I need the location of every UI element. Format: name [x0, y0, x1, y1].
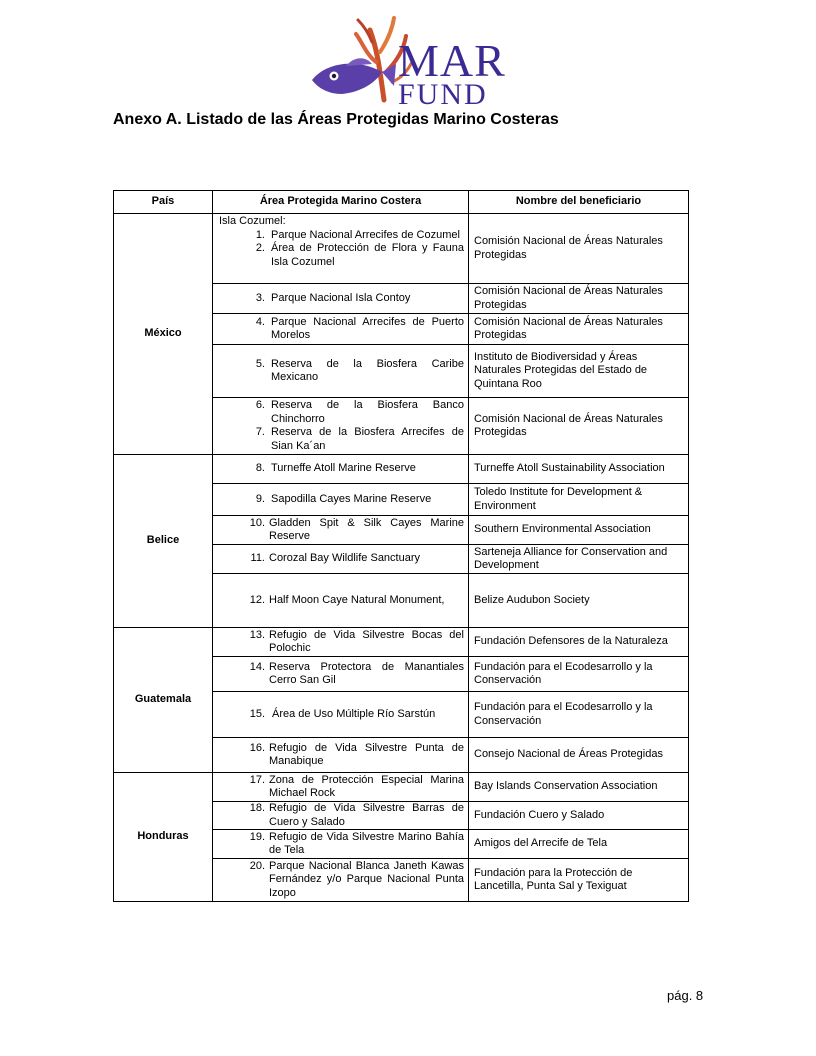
beneficiary-cell: Turneffe Atoll Sustainability Association: [469, 455, 689, 484]
area-cell: [213, 657, 469, 692]
beneficiary-cell: Fundación Cuero y Salado: [469, 802, 689, 830]
list-item: 2. Área de Protección de Flora y Fauna Isla Cozumel: [255, 242, 464, 268]
list-item: 7. Reserva de la Biosfera Arrecifes de Sian Ka´an: [255, 426, 464, 452]
list-item: 6. Reserva de la Biosfera Banco Chinchorro: [255, 399, 464, 425]
table-header-row: [114, 191, 689, 214]
country-cell: Honduras: [114, 773, 213, 902]
area-cell: [213, 314, 469, 345]
area-cell: [213, 574, 469, 628]
area-cell: [213, 398, 469, 455]
beneficiary-cell: Comisión Nacional de Áreas Naturales Protegidas: [469, 398, 689, 455]
area-cell: [213, 516, 469, 545]
area-cell: [213, 214, 469, 284]
list-item: 11. Corozal Bay Wildlife Sanctuary: [250, 552, 421, 565]
logo-wordmark-fund: FUND: [398, 78, 488, 111]
beneficiary-cell: Fundación para el Ecodesarrollo y la Conservación: [469, 692, 689, 738]
beneficiary-cell: Sarteneja Alliance for Conservation and Development: [469, 545, 689, 574]
area-cell: [213, 859, 469, 902]
area-cell: [213, 284, 469, 314]
beneficiary-cell: Comisión Nacional de Áreas Naturales Protegidas: [469, 214, 689, 284]
list-item: 8. Turneffe Atoll Marine Reserve: [255, 462, 416, 475]
list-item: 20. Parque Nacional Blanca Janeth Kawas Fernández y/o Parque Nacional Punta Izopo: [249, 859, 464, 899]
country-cell: Belice: [114, 455, 213, 628]
list-item: 14. Reserva Protectora de Manantiales Cerro San Gil: [249, 660, 464, 686]
beneficiary-cell: Southern Environmental Association: [469, 516, 689, 545]
list-item: 18. Refugio de Vida Silvestre Barras de Cuero y Salado: [249, 802, 464, 828]
beneficiary-cell: Fundación para la Protección de Lancetilla, Punta Sal y Texiguat: [469, 859, 689, 902]
area-cell: [213, 628, 469, 657]
beneficiary-cell: Fundación Defensores de la Naturaleza: [469, 628, 689, 657]
protected-areas-table: [113, 190, 689, 902]
list-item: 10. Gladden Spit & Silk Cayes Marine Reserve: [249, 516, 464, 542]
area-cell: [213, 484, 469, 516]
area-cell: [213, 802, 469, 830]
area-cell: [213, 455, 469, 484]
header-country: País: [114, 191, 213, 214]
header-beneficiary: Nombre del beneficiario: [469, 191, 689, 214]
list-item: 12. Half Moon Caye Natural Monument,: [249, 593, 445, 606]
document-title: Anexo A. Listado de las Áreas Protegidas Marino Costeras: [113, 111, 559, 128]
area-cell: [213, 773, 469, 802]
list-item: 16. Refugio de Vida Silvestre Punta de Manabique: [249, 741, 464, 767]
beneficiary-cell: Belize Audubon Society: [469, 574, 689, 628]
list-item: 13. Refugio de Vida Silvestre Bocas del Polochic: [249, 628, 464, 654]
country-cell: México: [114, 214, 213, 455]
list-item: 17. Zona de Protección Especial Marina Michael Rock: [249, 773, 464, 799]
page-number: pág. 8: [667, 988, 704, 1003]
list-item: 3. Parque Nacional Isla Contoy: [255, 291, 411, 304]
beneficiary-cell: Bay Islands Conservation Association: [469, 773, 689, 802]
beneficiary-cell: Comisión Nacional de Áreas Naturales Protegidas: [469, 314, 689, 345]
beneficiary-cell: Comisión Nacional de Áreas Naturales Protegidas: [469, 284, 689, 314]
area-cell: [213, 545, 469, 574]
list-item: 1. Parque Nacional Arrecifes de Cozumel: [255, 228, 460, 241]
beneficiary-cell: Toledo Institute for Development & Environment: [469, 484, 689, 516]
table-row: [114, 214, 689, 284]
table-row: [114, 455, 689, 484]
list-item: 15. Área de Uso Múltiple Río Sarstún: [249, 707, 436, 720]
area-cell: [213, 738, 469, 773]
beneficiary-cell: Consejo Nacional de Áreas Protegidas: [469, 738, 689, 773]
beneficiary-cell: Instituto de Biodiversidad y Áreas Naturales Protegidas del Estado de Quintana Roo: [469, 345, 689, 398]
beneficiary-cell: Amigos del Arrecife de Tela: [469, 830, 689, 859]
area-cell: [213, 692, 469, 738]
table-row: [114, 628, 689, 657]
list-item: 5. Reserva de la Biosfera Caribe Mexicano: [255, 357, 464, 383]
area-cell: [213, 345, 469, 398]
beneficiary-cell: Fundación para el Ecodesarrollo y la Conservación: [469, 657, 689, 692]
list-item: 9. Sapodilla Cayes Marine Reserve: [255, 492, 432, 505]
header-protected-area: Área Protegida Marino Costera: [213, 191, 469, 214]
table-row: [114, 773, 689, 802]
list-item: 4. Parque Nacional Arrecifes de Puerto Morelos: [255, 315, 464, 341]
area-cell: [213, 830, 469, 859]
list-item: 19. Refugio de Vida Silvestre Marino Bahía de Tela: [249, 830, 464, 856]
country-cell: Guatemala: [114, 628, 213, 773]
group-label: Isla Cozumel:: [219, 215, 286, 227]
logo-wordmark-mar: MAR: [398, 35, 506, 86]
